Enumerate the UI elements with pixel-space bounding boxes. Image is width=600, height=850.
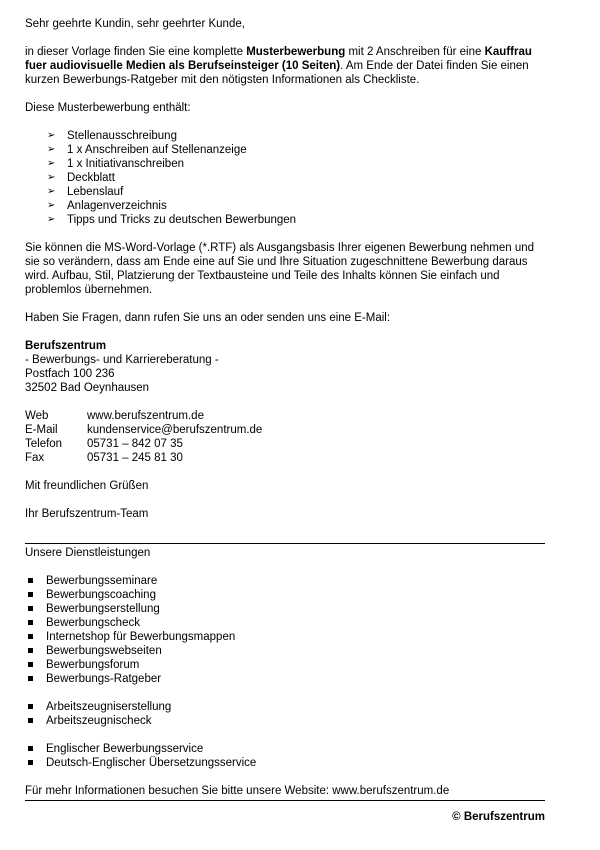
list-item: ➢ Deckblatt xyxy=(47,172,115,184)
arrow-bullet-icon: ➢ xyxy=(47,158,56,169)
arrow-bullet-icon: ➢ xyxy=(47,214,56,225)
contact-row-web xyxy=(25,409,545,423)
arrow-bullet-icon: ➢ xyxy=(47,172,56,183)
square-bullet-icon xyxy=(28,634,33,639)
list-item: ➢ Lebenslauf xyxy=(47,186,124,198)
list-item: Bewerbungscoaching xyxy=(25,588,545,602)
copyright: © Berufszentrum xyxy=(452,811,545,823)
contact-label: E-Mail xyxy=(25,424,58,436)
greeting: Sehr geehrte Kundin, sehr geehrter Kunde, xyxy=(25,18,245,30)
address-block xyxy=(25,339,545,395)
intro-bold-title: Kauffrau fuer audiovisuelle Medien als Berufseinsteiger (10 Seiten) xyxy=(25,46,532,72)
square-bullet-icon xyxy=(28,620,33,625)
phone-value: 05731 – 842 07 35 xyxy=(87,438,183,450)
intro-text-2: mit 2 Anschreiben für eine xyxy=(345,46,485,58)
services-heading: Unsere Dienstleistungen xyxy=(25,547,151,559)
intro-text-3: . Am Ende der Datei finden Sie einen kurzen Bewerbungs-Ratgeber mit den nötigsten Informationen als Checkliste. xyxy=(25,60,529,86)
email-link[interactable]: kundenservice@berufszentrum.de xyxy=(87,424,263,436)
square-bullet-icon xyxy=(28,592,33,597)
contact-label: Web xyxy=(25,410,49,422)
questions-paragraph: Haben Sie Fragen, dann rufen Sie uns an oder senden uns eine E-Mail: xyxy=(25,312,391,324)
signature: Ihr Berufszentrum-Team xyxy=(25,508,149,520)
square-bullet-icon xyxy=(28,606,33,611)
contact-row-email xyxy=(25,423,545,437)
list-item: Bewerbungswebseiten xyxy=(25,644,545,658)
list-item: ➢ Anlagenverzeichnis xyxy=(47,200,167,212)
list-item: Englischer Bewerbungsservice xyxy=(25,742,545,756)
contents-heading: Diese Musterbewerbung enthält: xyxy=(25,102,191,114)
list-item: Bewerbungscheck xyxy=(25,616,545,630)
list-item: ➢ 1 x Initiativanschreiben xyxy=(47,158,184,170)
square-bullet-icon xyxy=(28,746,33,751)
services-list-certificates xyxy=(25,700,545,728)
contact-row-phone xyxy=(25,437,545,451)
services-list-english xyxy=(25,742,545,770)
square-bullet-icon xyxy=(28,760,33,765)
city: 32502 Bad Oeynhausen xyxy=(25,382,150,394)
document-page xyxy=(25,17,545,824)
arrow-bullet-icon: ➢ xyxy=(47,186,56,197)
list-item: ➢ 1 x Anschreiben auf Stellenanzeige xyxy=(47,144,247,156)
contact-block xyxy=(25,409,545,465)
postbox: Postfach 100 236 xyxy=(25,368,115,380)
contact-label: Fax xyxy=(25,452,45,464)
list-item: ➢ Stellenausschreibung xyxy=(47,130,177,142)
arrow-bullet-icon: ➢ xyxy=(47,144,56,155)
list-item: Bewerbungsseminare xyxy=(25,574,545,588)
list-item: Arbeitszeugnischeck xyxy=(25,714,545,728)
closing: Mit freundlichen Grüßen xyxy=(25,480,149,492)
intro-bold-product: Musterbewerbung xyxy=(246,46,346,58)
list-item: Arbeitszeugniserstellung xyxy=(25,700,545,714)
list-item: Bewerbungserstellung xyxy=(25,602,545,616)
intro-paragraph xyxy=(25,45,545,87)
arrow-bullet-icon: ➢ xyxy=(47,130,56,141)
list-item: Bewerbungsforum xyxy=(25,658,545,672)
intro-text-1: in dieser Vorlage finden Sie eine komplette xyxy=(25,46,247,58)
footer-website-note: Für mehr Informationen besuchen Sie bitte unsere Website: www.berufszentrum.de xyxy=(25,785,450,797)
square-bullet-icon xyxy=(28,578,33,583)
arrow-bullet-icon: ➢ xyxy=(47,200,56,211)
company-name: Berufszentrum xyxy=(25,340,107,352)
list-item: Deutsch-Englischer Übersetzungsservice xyxy=(25,756,545,770)
square-bullet-icon xyxy=(28,718,33,723)
square-bullet-icon xyxy=(28,704,33,709)
web-link[interactable]: www.berufszentrum.de xyxy=(87,410,204,422)
square-bullet-icon xyxy=(28,676,33,681)
square-bullet-icon xyxy=(28,648,33,653)
list-item: Bewerbungs-Ratgeber xyxy=(25,672,545,686)
usage-paragraph: Sie können die MS-Word-Vorlage (*.RTF) als Ausgangsbasis Ihrer eigenen Bewerbung nehmen und sie so verändern, dass am Ende eine auf Sie und Ihre Situation zugeschnittene Bewerbung daraus wird. Aufbau, Stil, Platzierung der Textbausteine und Teile des Inhalts können Sie einfach und problemlos übernehmen. xyxy=(25,242,535,296)
services-list-main xyxy=(25,574,545,686)
fax-value: 05731 – 245 81 30 xyxy=(87,452,183,464)
contents-list xyxy=(25,129,545,227)
company-tagline: - Bewerbungs- und Karriereberatung - xyxy=(25,354,219,366)
list-item: ➢ Tipps und Tricks zu deutschen Bewerbungen xyxy=(47,214,297,226)
square-bullet-icon xyxy=(28,662,33,667)
contact-label: Telefon xyxy=(25,438,63,450)
contact-row-fax xyxy=(25,451,545,465)
list-item: Internetshop für Bewerbungsmappen xyxy=(25,630,545,644)
